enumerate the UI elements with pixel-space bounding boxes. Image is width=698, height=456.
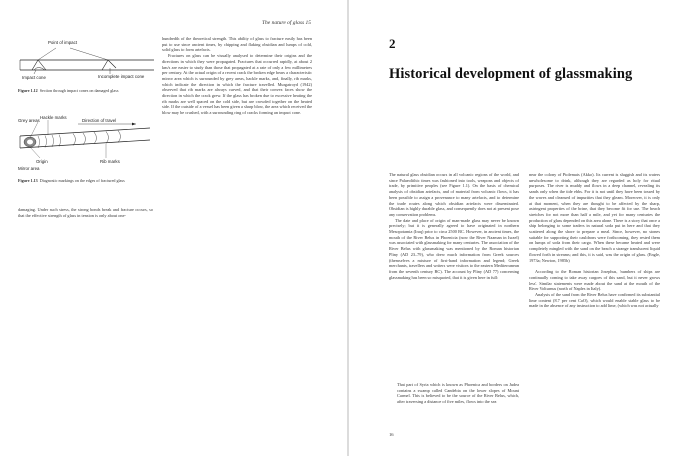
body-paragraph: hundredth of the theoretical strength. This ability of glass to fracture easily has been put to use since ancient times, by chipping and flaking obsidian and lumps of cold, solid glass to form artefacts. xyxy=(162,36,312,53)
label-incomplete-impact-cone: Incomplete impact cone xyxy=(98,74,145,79)
label-hackle-marks: Hackle marks xyxy=(40,115,67,120)
column-two-text xyxy=(529,172,660,309)
body-paragraph: The natural glass obsidian occurs in all volcanic regions of the world, and since Palaeolithic times was fashioned into tools, weapons and objects of trade, by primitive peoples (see Figure 1.1). On the basis of chemical analysis of obsidian artefacts, and of material from volcanic flows, it has been possible to assign a provenance to many artefacts, and to determine the trade routes along which obsidian artefacts were disseminated. Obsidian is highly durable glass, and consequently does not at present pose any conservation problems. xyxy=(389,172,519,217)
chapter-number: 2 xyxy=(389,36,396,51)
left-page xyxy=(0,0,347,456)
body-paragraph: The date and place of origin of man-made glass may never be known precisely; but it is generally agreed to have originated in northern Mesopotamia (Iraq) prior to circa 2500 BC. However, in ancient times, the mouth of the River Belus in Phoenicia (now the River Naaman in Israel) was associated with glassmaking for many centuries. The association of the River Belus with glassmaking was mentioned by the Roman historian Pliny (AD 23–79), who drew much information from Greek sources (themselves a mixture of first-hand information and legend; Greek merchants, travellers and writers were visitors to the eastern Mediterranean from the seventh century BC). The account by Pliny (AD 77) concerning glassmaking has been so misquoted, that it is given here in full: xyxy=(389,217,519,280)
label-point-of-impact: Point of impact xyxy=(48,40,78,45)
figure-1-13-diagram xyxy=(18,114,158,176)
figure-1-12-caption xyxy=(18,88,148,93)
label-rib-marks: Rib marks xyxy=(100,159,120,164)
label-origin: Origin xyxy=(36,159,48,164)
left-column-paragraph: damaging. Under such stress, the strong bonds break and fracture occurs, so that the effective strength of glass in tension is only about one- xyxy=(18,207,153,218)
figure-1-12-caption-label: Figure 1.12 xyxy=(18,88,38,93)
page-number: 16 xyxy=(389,432,394,437)
figure-1-12-diagram xyxy=(18,34,158,84)
running-head: The nature of glass 15 xyxy=(262,20,311,26)
left-column-text xyxy=(18,207,153,218)
label-mirror-area: Mirror area xyxy=(18,166,40,171)
label-direction-of-travel: Direction of travel xyxy=(82,118,117,123)
chapter-title: Historical development of glassmaking xyxy=(389,66,633,82)
figure-1-13-caption xyxy=(18,178,148,183)
body-paragraph: According to the Roman historian Josephus, 'numbers of ships are continually coming to take away cargoes of this sand, but it never grows less'. Similar statements were made about the sand at the mouth of the River Volturnus (north of Naples in Italy). xyxy=(529,269,660,292)
label-grey-areas: Grey areas xyxy=(18,118,40,123)
column-one-text xyxy=(389,172,519,280)
body-paragraph: Fractures on glass can be visually analysed to determine their origins and the directions in which they were propagated. Fractures that occurred rapidly, at about 2 km/s are easier to study than those that propagated at a rate of only a few millimetres per century. At the actual origin of a recent crack the broken edge bears a characteristic mirror area which is surrounded by grey areas, hackle marks, and, finally, rib marks, which indicate the direction in which the fracture travelled. Murgatroyd (1942) observed that rib marks are always curved, and that their convex faces show the direction in which the crack grew. If the glass has broken due to excessive heating the rib marks are well spaced on the cold side, but are crowded together on the heated side. If the outside of a vessel has been given a sharp blow, the area which received the blow may be crushed, with a surrounding ring of cracks forming an impact cone. xyxy=(162,53,312,116)
label-impact-cone: Impact cone xyxy=(22,75,46,80)
figure-1-13-caption-text: Diagnostic markings on the edges of fractured glass xyxy=(39,178,125,183)
block-quote: That part of Syria which is known as Phoenica and borders on Judea contains a swamp called Candebia on the lower slopes of Mount Carmel. This is believed to be the source of the River Belus, which, after traversing a distance of five miles, flows into the sea xyxy=(397,382,519,405)
figure-1-12-caption-text: Section through impact cones on damaged glass xyxy=(39,88,119,93)
body-paragraph: Analysis of the sand from the River Belus have confirmed its substantial lime content (8.7 per cent CaO), which would enable stable glass to be made in the absence of any instruction to add lime, (which was not actually xyxy=(529,292,660,309)
body-paragraph: near the colony of Ptolemais (Akko). Its current is sluggish and its waters unwholesome to drink, although they are regarded as holy for ritual purposes. The river is muddy and flows in a deep channel, revealing its sands only when the tide ebbs. For it is not until they have been tossed by the waves and cleansed of impurities that they gleam. Moreover, it is only at that moment, when they are thought to be affected by the sharp, astringent properties of the brine, that they become fit for use. The beach stretches for not more than half a mile, and yet for many centuries the production of glass depended on this area alone. There is a story that once a ship belonging to some traders in natural soda put in here and that they scattered along the shore to prepare a meal. Since, however, no stones suitable for supporting their cauldrons were forthcoming, they rested them on lumps of soda from their cargo. When these became heated and were completely mingled with the sand on the beach a strange translucent liquid flowed forth in streams; and this, it is said, was the origin of glass. (Engle, 1973a; Newton, 1985b) xyxy=(529,172,660,263)
figure-1-13-caption-label: Figure 1.13 xyxy=(18,178,38,183)
right-column-text xyxy=(162,36,312,116)
right-page xyxy=(349,0,698,456)
